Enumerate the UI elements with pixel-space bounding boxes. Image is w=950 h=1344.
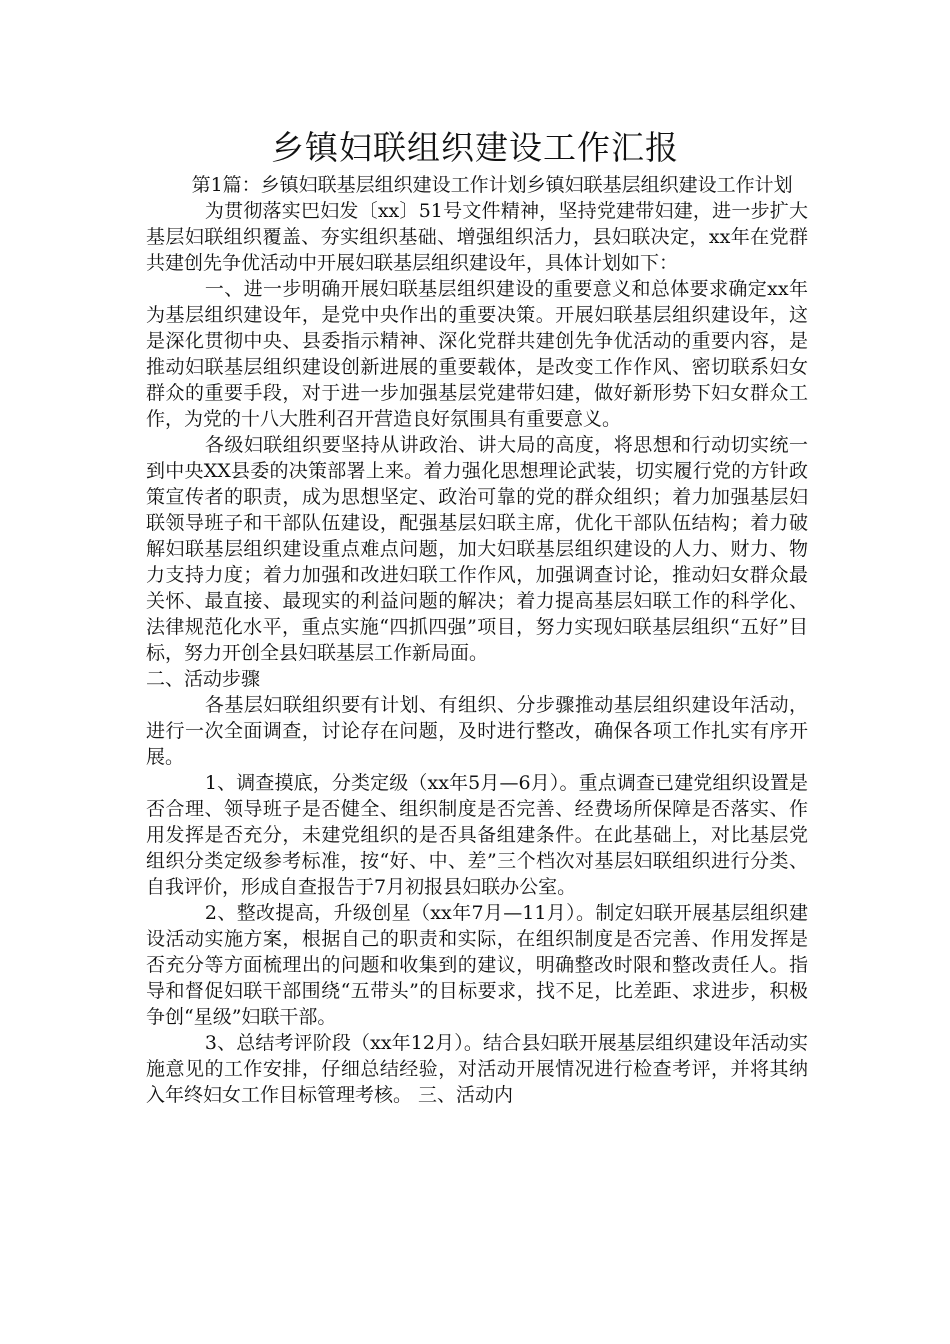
paragraph-steps-intro: 各基层妇联组织要有计划、有组织、分步骤推动基层组织建设年活动，进行一次全面调查，讨论存在问题，及时进行整改，确保各项工作扎实有序开展。 (146, 694, 808, 768)
paragraph-step-3: 3、总结考评阶段（xx年12月）。结合县妇联开展基层组织建设年活动实施意见的工作安排，仔细总结经验，对活动开展情况进行检查考评，并将其纳入年终妇女工作目标管理考核。 三、活动内 (146, 1032, 808, 1106)
paragraph-requirements: 各级妇联组织要坚持从讲政治、讲大局的高度，将思想和行动切实统一到中央XX县委的决策部署上来。着力强化思想理论武装，切实履行党的方针政策宣传者的职责，成为思想坚定、政治可靠的党的群众组织；着力加强基层妇联领导班子和干部队伍建设，配强基层妇联主席，优化干部队伍结构；着力破解妇联基层组织建设重点难点问题，加大妇联基层组织建设的人力、财力、物力支持力度；着力加强和改进妇联工作作风，加强调查讨论，推动妇女群众最关怀、最直接、最现实的利益问题的解决；着力提高基层妇联工作的科学化、法律规范化水平，重点实施“四抓四强”项目，努力实现妇联基层组织“五好”目标，努力开创全县妇联基层工作新局面。 (146, 434, 808, 664)
paragraph-step-2: 2、整改提高，升级创星（xx年7月—11月）。制定妇联开展基层组织建设活动实施方案，根据自己的职责和实际，在组织制度是否完善、作用发挥是否充分等方面梳理出的问题和收集到的建议，明确整改时限和整改责任人。指导和督促妇联干部围绕“五带头”的目标要求，找不足，比差距、求进步，积极争创“星级”妇联干部。 (146, 902, 808, 1028)
paragraph-intro: 为贯彻落实巴妇发〔xx〕51号文件精神，坚持党建带妇建，进一步扩大基层妇联组织覆盖、夯实组织基础、增强组织活力，县妇联决定，xx年在党群共建创先争优活动中开展妇联基层组织建设年，具体计划如下： (146, 200, 808, 274)
document-title: 乡镇妇联组织建设工作汇报 (271, 128, 679, 167)
paragraph-section-1: 一、进一步明确开展妇联基层组织建设的重要意义和总体要求确定xx年为基层组织建设年，是党中央作出的重要决策。开展妇联基层组织建设年，这是深化贯彻中央、县委指示精神、深化党群共建创先争优活动的重要内容，是推动妇联基层组织建设创新进展的重要载体，是改变工作作风、密切联系妇女群众的重要手段，对于进一步加强基层党建带妇建，做好新形势下妇女群众工作，为党的十八大胜利召开营造良好氛围具有重要意义。 (146, 278, 808, 430)
document-body (146, 172, 808, 1108)
section-heading-steps: 二、活动步骤 (146, 668, 261, 690)
paragraph-part-heading: 第1篇：乡镇妇联基层组织建设工作计划乡镇妇联基层组织建设工作计划 (191, 174, 793, 196)
paragraph-step-1: 1、调查摸底，分类定级（xx年5月—6月）。重点调查已建党组织设置是否合理、领导班子是否健全、组织制度是否完善、经费场所保障是否落实、作用发挥是否充分，未建党组织的是否具备组建条件。在此基础上，对比基层党组织分类定级参考标准，按“好、中、差”三个档次对基层妇联组织进行分类、自我评价，形成自查报告于7月初报县妇联办公室。 (146, 772, 808, 898)
